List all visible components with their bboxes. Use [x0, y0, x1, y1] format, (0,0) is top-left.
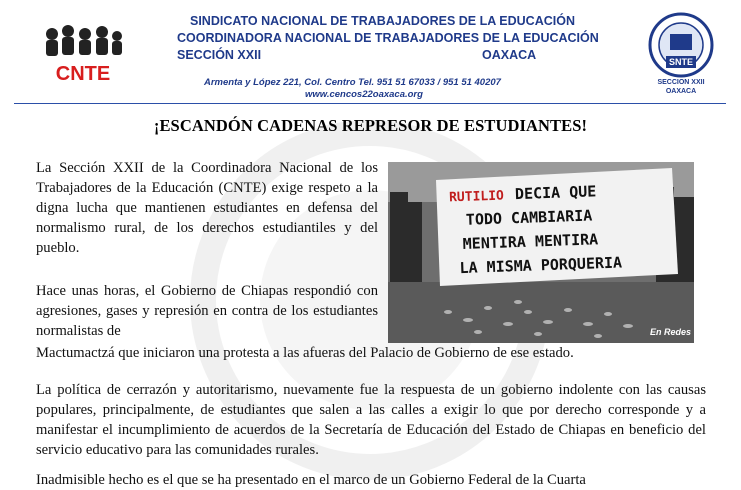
snte-logo-text: SNTE — [668, 57, 694, 67]
paragraph-4: Inadmisible hecho es el que se ha presentado en el marco de un Gobierno Federal de la Cuarta — [36, 472, 586, 488]
banner-text-4: LA MISMA PORQUERIA — [459, 253, 623, 278]
protest-photo — [388, 162, 694, 343]
cnte-logo — [38, 22, 128, 84]
banner-text-1: DECIA QUE — [514, 182, 597, 204]
coordinator-name: COORDINADORA NACIONAL DE TRABAJADORES DE LA EDUCACIÓN — [177, 31, 599, 45]
banner-text-red: RUTILIO — [448, 188, 505, 206]
paragraph-2: Hace unas horas, el Gobierno de Chiapas respondió con agresiones, gases y represión en contra de los estudiantes normalistas de — [36, 283, 378, 339]
photo-credit: En Redes — [650, 327, 692, 337]
letterhead — [0, 0, 741, 104]
section-name: SECCIÓN XXII — [177, 48, 262, 62]
snte-logo-section: SECCION XXII — [657, 79, 705, 86]
page-title: ¡ESCANDÓN CADENAS REPRESOR DE ESTUDIANTES! — [153, 116, 588, 135]
union-name: SINDICATO NACIONAL DE TRABAJADORES DE LA EDUCACIÓN — [190, 14, 575, 28]
snte-seal-logo — [648, 12, 714, 98]
cnte-logo-text: CNTE — [55, 63, 111, 84]
banner-text-2: TODO CAMBIARIA — [465, 206, 593, 229]
address-phone: Armenta y López 221, Col. Centro Tel. 951 51 67033 / 951 51 40207 — [204, 77, 501, 88]
snte-logo-state: OAXACA — [665, 88, 697, 95]
state-name: OAXACA — [482, 48, 537, 62]
paragraph-3: La política de cerrazón y autoritarismo, nuevamente fue la respuesta de un gobierno indolente con las causas populares, principalmente, de estudiantes que salen a las calles a exigir lo que por derecho corresponde y a manifestar el incumplimiento de acuerdos de la Secretaría de Educación del Estado de Chiapas en beneficio del servicio educativo para las comunidades rurales. — [36, 382, 706, 458]
header-divider — [14, 103, 726, 104]
paragraph-2-continuation: Mactumactzá que iniciaron una protesta a las afueras del Palacio de Gobierno de ese estado. — [36, 345, 574, 361]
website-link[interactable]: www.cencos22oaxaca.org — [305, 89, 423, 100]
banner-text-3: MENTIRA MENTIRA — [462, 230, 599, 253]
paragraph-1: La Sección XXII de la Coordinadora Nacional de los Trabajadores de la Educación (CNTE) exige respeto a la digna lucha que mantienen estudiantes en defensa del normalismo rural, de los derechos estudiantiles y del pueblo. — [36, 160, 378, 256]
